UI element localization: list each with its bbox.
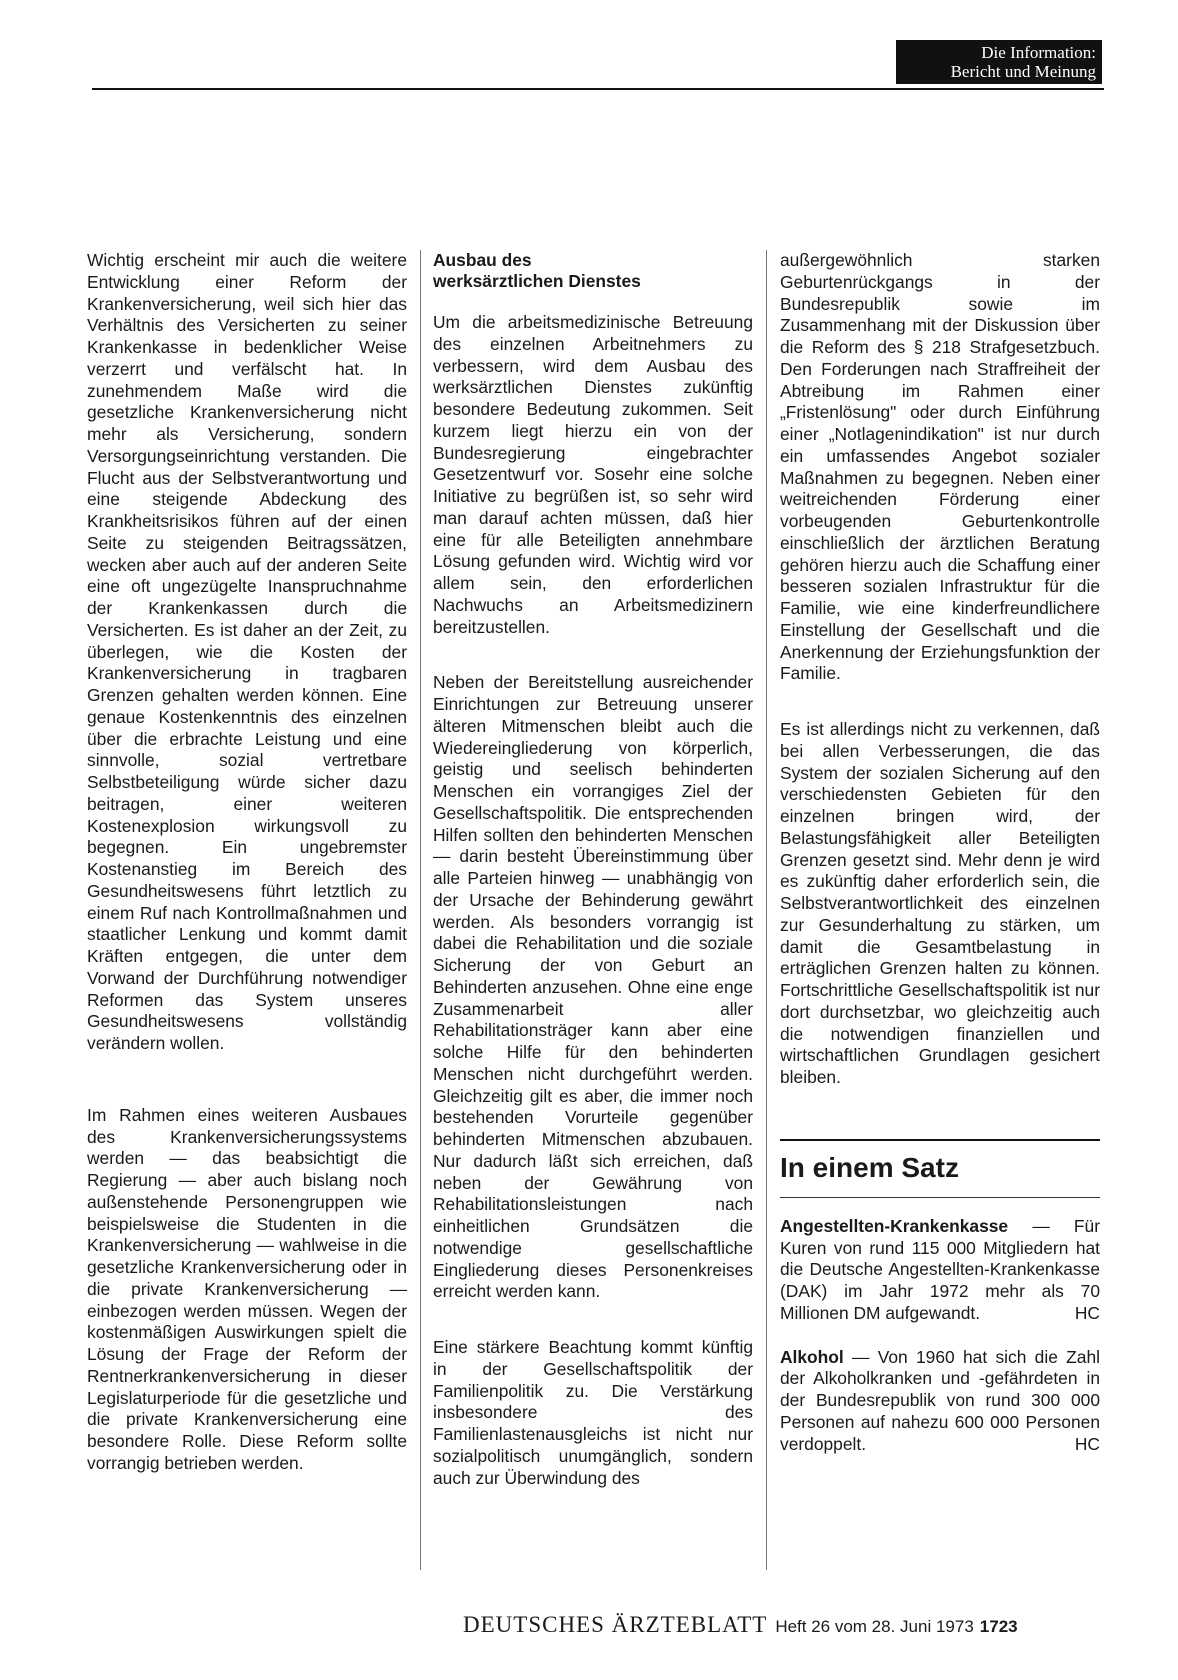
column-3 (780, 250, 1100, 1455)
col3-paragraph-2: Es ist allerdings nicht zu verkennen, daß bei allen Verbesserungen, die das System der sozialen Sicherung auf den verschiedensten Gebieten für den einzelnen bringen wird, der Belastungsfähigkeit aller Beteiligten Grenzen gesetzt sind. Mehr denn je wird es zukünftig daher erforderlich sein, die Selbstverantwortlichkeit des einzelnen zur Gesunderhaltung zu stärken, um damit die Gesamtbelastung in erträglichen Grenzen halten zu können. Fortschrittliche Gesellschaftspolitik ist nur dort durchsetzbar, wo gleichzeitig auch die notwendigen finanziellen und wirtschaftlichen Grundlagen gesichert bleiben. (780, 719, 1100, 1087)
news-item-lead: Alkohol (780, 1346, 844, 1367)
section-badge-line2: Bericht und Meinung (950, 62, 1096, 81)
news-item-text: — Für Kuren von rund 115 000 Mitgliedern hat die Deutsche Angestellten-Krankenkasse (DAK) im Jahr 1972 mehr als 70 Millionen DM aufgewandt. (780, 1215, 1100, 1323)
news-item-author-code: HC (1074, 1302, 1100, 1323)
journal-name: DEUTSCHES ÄRZTEBLATT (463, 1612, 768, 1637)
in-einem-satz-top-rule (780, 1139, 1100, 1141)
news-item-author-code: HC (1074, 1433, 1100, 1454)
issue-info: Heft 26 vom 28. Juni 1973 (775, 1617, 974, 1636)
column-divider-1 (420, 250, 421, 1570)
page-number: 1723 (979, 1617, 1018, 1636)
in-einem-satz-bottom-rule (780, 1197, 1100, 1198)
page-footer (463, 1612, 1103, 1638)
section-badge-line1: Die Information: (981, 43, 1096, 62)
section-heading-werksaerztlich (433, 250, 753, 292)
col1-paragraph-2: Im Rahmen eines weiteren Ausbaues des Krankenversicherungssystems werden — das beabsichtigt die Regierung — aber auch bislang noch außenstehende Personengruppen wie beispielsweise die Studenten in die Krankenversicherung — wahlweise in die gesetzliche Krankenversicherung oder in die private Krankenversicherung — einbezogen werden müssen. Wegen der kostenmäßigen Auswirkungen spielt die Lösung der Frage der Reform der Rentnerkrankenversicherung in dieser Legislaturperiode für die gesetzliche und die private Krankenversicherung eine besondere Rolle. Diese Reform sollte vorrangig betrieben werden. (87, 1104, 407, 1473)
section-heading-line2: werksärztlichen Dienstes (433, 271, 641, 291)
col3-paragraph-1: außergewöhnlich starken Geburtenrückgangs in der Bundesrepublik sowie im Zusammenhang mit der Diskussion über die Reform des § 218 Strafgesetzbuch. Den Forderungen nach Straffreiheit der Abtreibung im Rahmen einer „Fristenlösung" oder durch Einführung einer „Notlagenindikation" ist nur durch ein umfassendes Angebot sozialer Maßnahmen zu begegnen. Neben einer weitreichenden Förderung einer vorbeugenden Geburtenkontrolle einschließlich der ärztlichen Beratung gehören hierzu auch die Schaffung einer besseren sozialen Infrastruktur für die Familie, wie eine kinderfreundlichere Einstellung der Gesellschaft und die Anerkennung der Erziehungsfunktion der Familie. (780, 250, 1100, 684)
news-item-text: — Von 1960 hat sich die Zahl der Alkoholkranken und -gefährdeten in der Bundesrepublik von rund 300 000 Personen auf nahezu 600 000 Personen verdoppelt. (780, 1346, 1100, 1454)
col2-paragraph-3: Eine stärkere Beachtung kommt künftig in der Gesellschaftspolitik der Familienpolitik zu. Die Verstärkung insbesondere des Familienlastenausgleichs ist nicht nur sozialpolitisch unumgänglich, sondern auch zur Überwindung des (433, 1337, 753, 1488)
col2-paragraph-1: Um die arbeitsmedizinische Betreuung des einzelnen Arbeitnehmers zu verbessern, wird dem Ausbau des werksärztlichen Dienstes zukünftig besondere Bedeutung zukommen. Seit kurzem liegt hierzu ein von der Bundesregierung eingebrachter Gesetzentwurf vor. Sosehr eine solche Initiative zu begrüßen ist, so sehr wird man darauf achten müssen, daß hier eine für alle Beteiligten annehmbare Lösung gefunden wird. Wichtig wird vor allem sein, den erforderlichen Nachwuchs an Arbeitsmedizinern bereitzustellen. (433, 312, 753, 637)
column-2 (433, 250, 753, 1489)
news-item-lead: Angestellten-Krankenkasse (780, 1215, 1009, 1236)
section-heading-line1: Ausbau des (433, 250, 532, 270)
column-divider-2 (766, 250, 767, 1570)
in-einem-satz-title: In einem Satz (780, 1151, 959, 1183)
col1-paragraph-1: Wichtig erscheint mir auch die weitere Entwicklung einer Reform der Krankenversicherung, weil sich hier das Verhältnis des Versicherten zu seiner Krankenkasse in bedenklicher Weise verzerrt und verfälscht hat. In zunehmendem Maße wird die gesetzliche Krankenversicherung nicht mehr als Versicherung, sondern Versorgungseinrichtung verstanden. Die Flucht aus der Selbstverantwortung und eine steigende Abdeckung des Krankheitsrisikos führen auf der einen Seite zu steigenden Beitragssätzen, wecken aber auch auf der anderen Seite eine oft ungezügelte Inanspruchnahme der Krankenkassen durch die Versicherten. Es ist daher an der Zeit, zu überlegen, wie die Kosten der Krankenversicherung in tragbaren Grenzen gehalten werden können. Eine genaue Kostenkenntnis des einzelnen über die erbrachte Leistung und eine sinnvolle, sozial vertretbare Selbstbeteiligung würde sicher dazu beitragen, einer weiteren Kostenexplosion wirkungsvoll zu begegnen. Ein ungebremster Kostenanstieg im Bereich des Gesundheitswesens führt letztlich zu einem Ruf nach Kontrollmaßnahmen und staatlicher Lenkung und kommt damit Kräften entgegen, die unter dem Vorwand der Durchführung notwendiger Reformen das System unseres Gesundheitswesens vollständig verändern wollen. (87, 250, 407, 1053)
column-1 (87, 250, 407, 1475)
news-item (780, 1216, 1100, 1325)
col2-paragraph-2: Neben der Bereitstellung ausreichender Einrichtungen zur Betreuung unserer älteren Mitmenschen bleibt auch die Wiedereingliederung von körperlich, geistig und seelisch behinderten Menschen ein vorrangiges Ziel der Gesellschaftspolitik. Die entsprechenden Hilfen sollten den behinderten Menschen — darin besteht Übereinstimmung über alle Parteien hinweg — unabhängig von der Ursache der Behinderung gewährt werden. Als besonders vorrangig ist dabei die Rehabilitation und die soziale Sicherung der von Geburt an Behinderten anzusehen. Ohne eine enge Zusammenarbeit aller Rehabilitationsträger kann aber eine solche Hilfe für den behinderten Menschen nicht durchgeführt werden. Gleichzeitig gilt es aber, die immer noch bestehenden Vorurteile gegenüber behinderten Mitmenschen abzubauen. Nur dadurch läßt sich erreichen, daß neben der Gewährung von Rehabilitationsleistungen nach einheitlichen Grundsätzen die notwendige gesellschaftliche Eingliederung dieses Personenkreises erreicht werden kann. (433, 672, 753, 1302)
section-badge (896, 40, 1102, 84)
in-einem-satz-section (780, 1139, 1100, 1456)
news-item (780, 1347, 1100, 1456)
header-rule (92, 88, 1104, 90)
